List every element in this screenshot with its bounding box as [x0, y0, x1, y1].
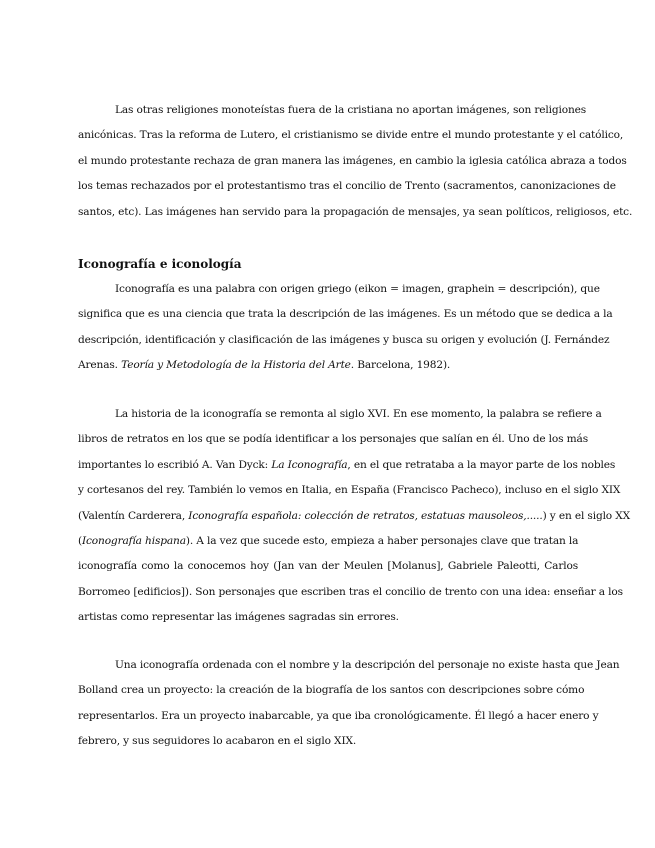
book-title: Teoría y Metodología de la Historia del Arte: [121, 359, 351, 372]
text-line: [78, 529, 578, 554]
text-line: descripción, identificación y clasificación de las imágenes y busca su origen y evolución (J. Fernández: [78, 333, 610, 346]
book-title: La Iconografía: [271, 458, 348, 471]
text-run: (Valentín Carderera,: [78, 509, 189, 522]
text-line: [78, 504, 631, 529]
text-line: Iconografía es una palabra con origen griego (eikon = imagen, graphein = descripción), que: [115, 283, 600, 295]
text-line: significa que es una ciencia que trata la descripción de las imágenes. Es un método que se dedica a la: [78, 308, 613, 321]
text-line: santos, etc). Las imágenes han servido para la propagación de mensajes, ya sean políticos, religiosos, etc.: [78, 205, 633, 218]
text-line: artistas como representar las imágenes sagradas sin errores.: [78, 611, 399, 624]
text-line: [78, 353, 578, 378]
text-run: importantes lo escribió A. Van Dyck:: [78, 458, 272, 471]
paragraph-historia-iconografia: [78, 402, 631, 631]
text-line: Las otras religiones monoteístas fuera de la cristiana no aportan imágenes, son religiones: [115, 104, 587, 116]
paragraph-religiones: [78, 98, 633, 225]
paragraph-iconografia-definicion: [78, 277, 613, 379]
text-line: libros de retratos en los que se podía identificar a los personajes que salían en él. Uno de los más: [78, 433, 588, 446]
text-run: ). A la vez que sucede esto, empieza a haber personajes clave que tratan la: [185, 535, 579, 548]
text-run: . Barcelona, 1982).: [350, 359, 451, 372]
book-title: Iconografía hispana: [81, 535, 186, 548]
text-line: representarlos. Era un proyecto inabarcable, ya que iba cronológicamente. Él llegó a hacer enero y: [78, 709, 599, 722]
text-run: (: [78, 535, 82, 548]
text-line: Borromeo [edificios]). Son personajes que escriben tras el concilio de trento con una idea: enseñar a los: [78, 585, 623, 598]
text-run: Arenas.: [78, 359, 122, 372]
text-line: febrero, y sus seguidores lo acabaron en el siglo XIX.: [78, 735, 357, 748]
book-title: Iconografía española: colección de retratos, estatuas mausoleos,.....: [188, 509, 543, 522]
section-heading: Iconografía e iconología: [78, 257, 242, 271]
text-line: y cortesanos del rey. También lo vemos en Italia, en España (Francisco Pacheco), incluso en el siglo XIX: [78, 484, 621, 497]
text-run: ) y en el siglo XX: [542, 509, 631, 522]
text-line: los temas rechazados por el protestantismo tras el concilio de Trento (sacramentos, canonizaciones de: [78, 180, 616, 193]
paragraph-bolland: [78, 653, 620, 755]
text-line: La historia de la iconografía se remonta al siglo XVI. En ese momento, la palabra se refiere a: [115, 408, 602, 420]
text-line: iconografía como la conocemos hoy (Jan van der Meulen [Molanus], Gabriele Paleotti, Carlos: [78, 560, 578, 573]
text-line: [78, 453, 616, 478]
text-line: Bolland crea un proyecto: la creación de la biografía de los santos con descripciones sobre cómo: [78, 684, 585, 697]
text-line: anicónicas. Tras la reforma de Lutero, el cristianismo se divide entre el mundo protestante y el católico,: [78, 129, 624, 142]
text-line: Una iconografía ordenada con el nombre y la descripción del personaje no existe hasta que Jean: [115, 659, 620, 671]
text-run: , en el que retrataba a la mayor parte de los nobles: [347, 458, 616, 471]
text-line: el mundo protestante rechaza de gran manera las imágenes, en cambio la iglesia católica abraza a todos: [78, 154, 627, 167]
